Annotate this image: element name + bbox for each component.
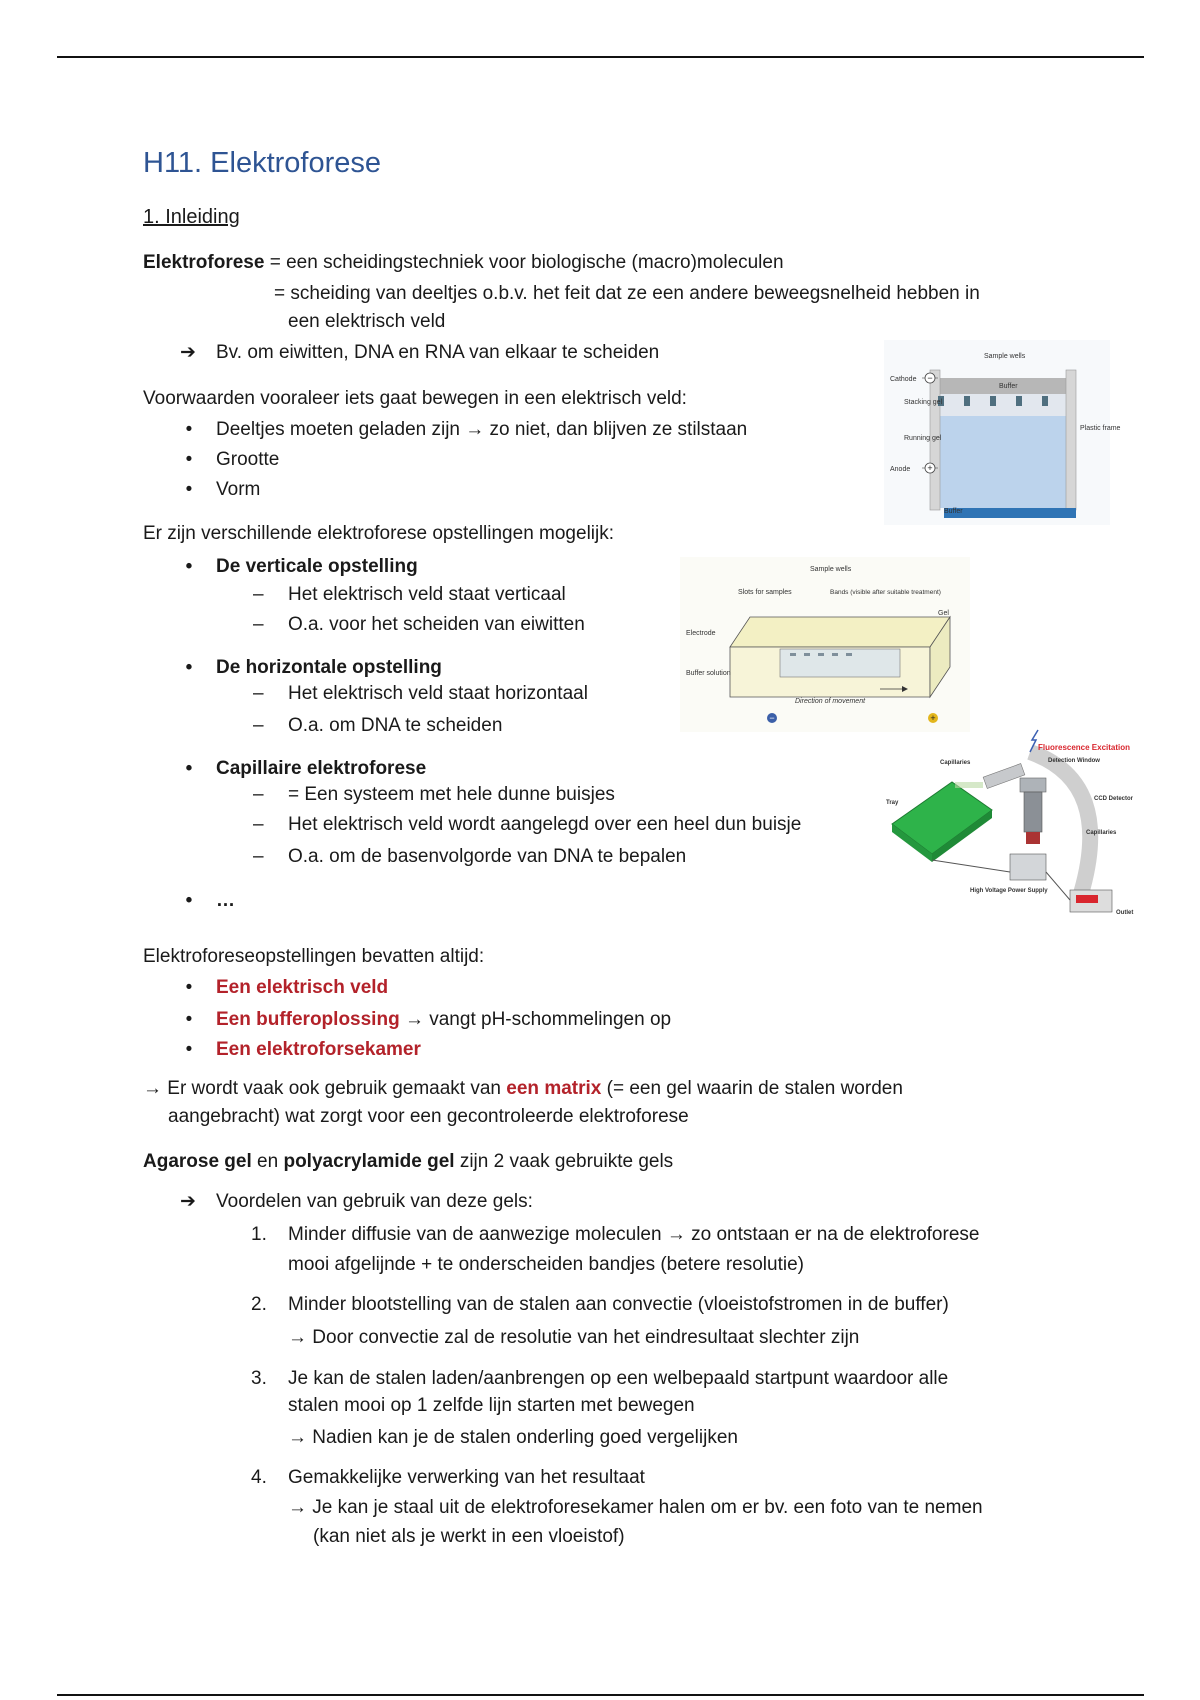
definition-line-2: = scheiding van deeltjes o.b.v. het feit dat ze een andere beweegsnelheid hebben in bbox=[274, 283, 980, 304]
dash: – bbox=[253, 814, 264, 835]
setup-sub-item: O.a. om DNA te scheiden bbox=[288, 715, 503, 736]
section-title: 1. Inleiding bbox=[143, 206, 240, 228]
plus-sign: + bbox=[930, 713, 936, 723]
vertical-electrophoresis-figure bbox=[884, 340, 1121, 525]
dash: – bbox=[253, 614, 264, 635]
capillaries-top-label: Capillaries bbox=[940, 760, 971, 766]
slots-label: Slots for samples bbox=[738, 589, 792, 596]
point-text: (kan niet als je werkt in een vloeistof) bbox=[313, 1526, 625, 1547]
bullet: • bbox=[185, 758, 193, 779]
sample-wells-label: Sample wells bbox=[984, 353, 1026, 360]
matrix-line-2: aangebracht) wat zorgt voor een gecontroleerde elektroforese bbox=[168, 1106, 689, 1127]
setup-sub-item: Het elektrisch veld wordt aangelegd over een heel dun buisje bbox=[288, 814, 802, 835]
condition-item: Vorm bbox=[216, 479, 261, 500]
footer-rule bbox=[57, 1694, 1144, 1696]
component-item: Een elektroforsekamer bbox=[216, 1039, 421, 1060]
tray-label: Tray bbox=[886, 800, 899, 806]
definition-example: Bv. om eiwitten, DNA en RNA van elkaar te scheiden bbox=[216, 342, 660, 363]
bullet: • bbox=[185, 1009, 193, 1030]
matrix-line-1: → Er wordt vaak ook gebruik gemaakt van een matrix (= een gel waarin de stalen worden bbox=[143, 1078, 903, 1099]
definition-line-3: een elektrisch veld bbox=[288, 311, 446, 332]
plus-sign: + bbox=[927, 463, 933, 473]
ccd-detector-label: CCD Detector bbox=[1094, 796, 1134, 802]
bullet: • bbox=[185, 890, 193, 911]
detection-window-label: Detection Window bbox=[1048, 758, 1100, 764]
header-rule bbox=[57, 56, 1144, 58]
point-text: Minder blootstelling van de stalen aan convectie (vloeistofstromen in de buffer) bbox=[288, 1294, 949, 1315]
point-text: → Je kan je staal uit de elektroforesekamer halen om er bv. een foto van te nemen bbox=[288, 1497, 983, 1518]
point-number: 3. bbox=[251, 1368, 267, 1389]
dash: – bbox=[253, 784, 264, 805]
capillary-electrophoresis-figure bbox=[880, 732, 1150, 932]
setups-intro: Er zijn verschillende elektroforese opstellingen mogelijk: bbox=[143, 523, 615, 544]
ellipsis-item: … bbox=[216, 890, 235, 911]
minus-sign: − bbox=[927, 373, 933, 383]
power-supply-label: High Voltage Power Supply bbox=[970, 888, 1048, 894]
setup-capillary-title: Capillaire elektroforese bbox=[216, 758, 427, 779]
anode-label: Anode bbox=[890, 466, 911, 473]
buffer-solution-label: Buffer solution bbox=[686, 670, 731, 677]
component-item: Een bufferoplossing → vangt pH-schommelingen op bbox=[216, 1009, 672, 1030]
arrow-bullet: ➔ bbox=[180, 1191, 196, 1212]
stacking-gel-label: Stacking gel bbox=[904, 399, 943, 406]
point-text: Gemakkelijke verwerking van het resultaat bbox=[288, 1467, 645, 1488]
capillaries-right-label: Capillaries bbox=[1086, 830, 1117, 836]
electrode-label: Electrode bbox=[686, 630, 716, 637]
plastic-frame-label: Plastic frame bbox=[1080, 425, 1121, 432]
dash: – bbox=[253, 715, 264, 736]
minus-sign: − bbox=[769, 713, 775, 723]
dash: – bbox=[253, 683, 264, 704]
bullet: • bbox=[185, 449, 193, 470]
point-text: → Door convectie zal de resolutie van het eindresultaat slechter zijn bbox=[288, 1327, 860, 1348]
buffer-bottom-label: Buffer bbox=[944, 508, 963, 515]
point-number: 2. bbox=[251, 1294, 267, 1315]
definition-line-1: Elektroforese = een scheidingstechniek voor biologische (macro)moleculen bbox=[143, 252, 784, 273]
direction-label: Direction of movement bbox=[795, 698, 866, 705]
bullet: • bbox=[185, 1039, 193, 1060]
definition-term: Elektroforese bbox=[143, 252, 265, 273]
cathode-label: Cathode bbox=[890, 376, 917, 383]
chapter-title: H11. Elektroforese bbox=[143, 147, 382, 179]
point-text: Je kan de stalen laden/aanbrengen op een welbepaald startpunt waardoor alle bbox=[288, 1368, 949, 1389]
arrow-bullet: ➔ bbox=[180, 342, 196, 363]
gels-line: Agarose gel en polyacrylamide gel zijn 2 vaak gebruikte gels bbox=[143, 1151, 674, 1172]
bands-label: Bands (visible after suitable treatment) bbox=[830, 589, 941, 596]
condition-item: Deeltjes moeten geladen zijn → zo niet, dan blijven ze stilstaan bbox=[216, 419, 748, 440]
point-number: 1. bbox=[251, 1224, 267, 1245]
point-number: 4. bbox=[251, 1467, 267, 1488]
setup-sub-item: O.a. om de basenvolgorde van DNA te bepalen bbox=[288, 846, 687, 867]
bullet: • bbox=[185, 419, 193, 440]
condition-item: Grootte bbox=[216, 449, 280, 470]
dash: – bbox=[253, 584, 264, 605]
setup-sub-item: O.a. voor het scheiden van eiwitten bbox=[288, 614, 585, 635]
bullet: • bbox=[185, 977, 193, 998]
horizontal-electrophoresis-figure bbox=[680, 557, 970, 732]
point-text: mooi afgelijnde + te onderscheiden bandjes (betere resolutie) bbox=[288, 1254, 804, 1275]
buffer-top-label: Buffer bbox=[999, 383, 1018, 390]
setup-horizontal-title: De horizontale opstelling bbox=[216, 657, 442, 678]
point-text: stalen mooi op 1 zelfde lijn starten met bewegen bbox=[288, 1395, 695, 1416]
gel-label: Gel bbox=[938, 610, 949, 617]
excitation-label: Fluorescence Excitation bbox=[1038, 743, 1131, 752]
sample-wells-label: Sample wells bbox=[810, 566, 852, 573]
setup-vertical-title: De verticale opstelling bbox=[216, 556, 418, 577]
bullet: • bbox=[185, 657, 193, 678]
bullet: • bbox=[185, 479, 193, 500]
setup-sub-item: = Een systeem met hele dunne buisjes bbox=[288, 784, 615, 805]
dash: – bbox=[253, 846, 264, 867]
setup-sub-item: Het elektrisch veld staat verticaal bbox=[288, 584, 566, 605]
setup-sub-item: Het elektrisch veld staat horizontaal bbox=[288, 683, 588, 704]
bullet: • bbox=[185, 556, 193, 577]
component-item: Een elektrisch veld bbox=[216, 977, 389, 998]
point-text: Minder diffusie van de aanwezige moleculen → zo ontstaan er na de elektroforese bbox=[288, 1224, 980, 1245]
advantages-title: Voordelen van gebruik van deze gels: bbox=[216, 1191, 533, 1212]
running-gel-label: Running gel bbox=[904, 435, 942, 442]
point-text: → Nadien kan je de stalen onderling goed vergelijken bbox=[288, 1427, 738, 1448]
outlet-label: Outlet bbox=[1116, 910, 1134, 916]
conditions-intro: Voorwaarden vooraleer iets gaat bewegen in een elektrisch veld: bbox=[143, 388, 687, 409]
components-intro: Elektroforeseopstellingen bevatten altijd: bbox=[143, 946, 485, 967]
